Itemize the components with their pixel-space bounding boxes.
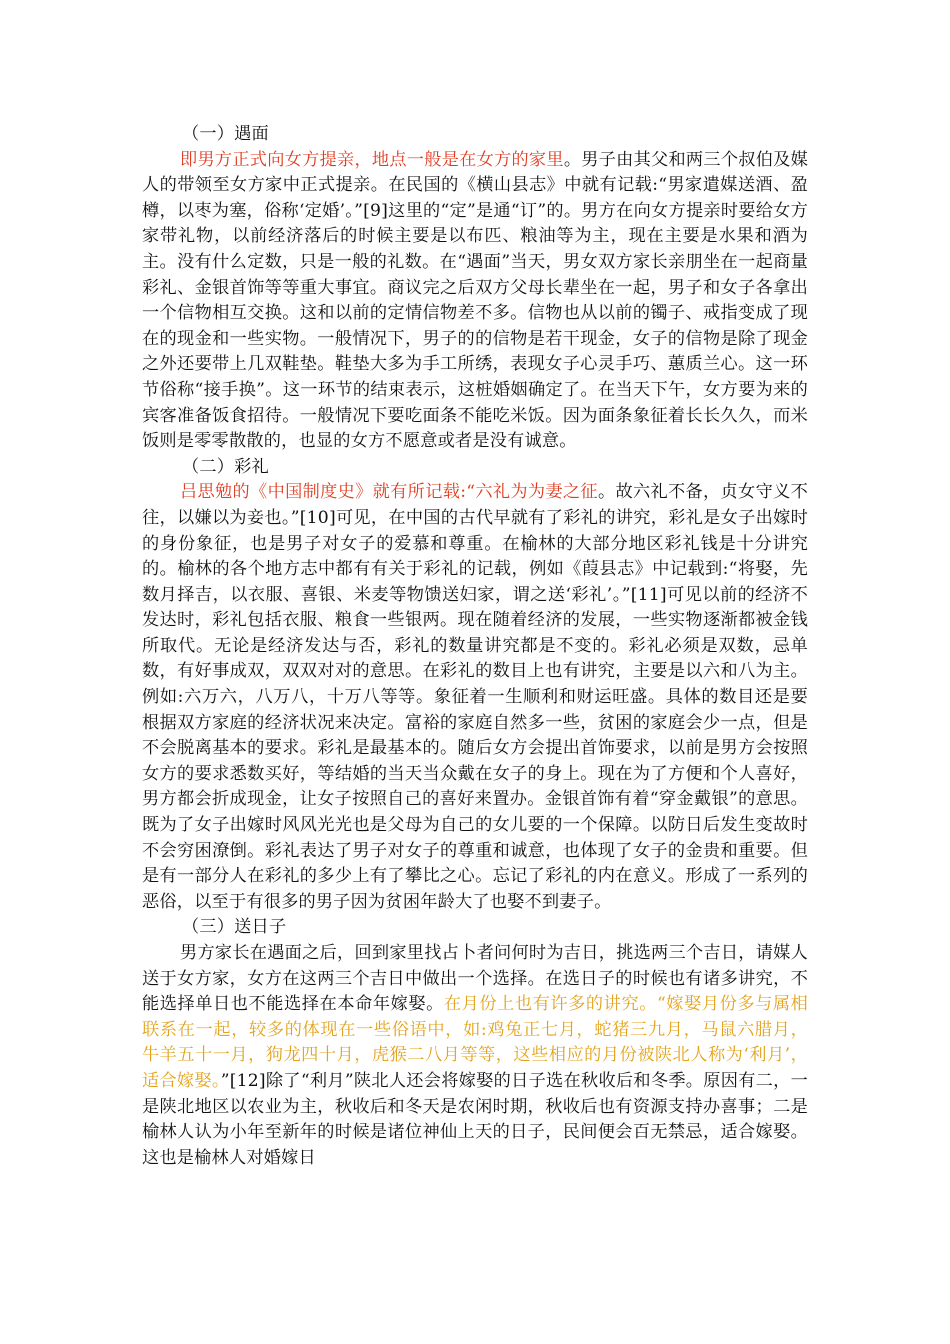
- highlighted-text: 即男方正式向女方提亲，地点一般是在女方的家里: [180, 149, 564, 170]
- section-heading-betrothal-gifts: （二）彩礼: [182, 456, 269, 477]
- body-text: 。男子由其父和两三个叔伯及媒人的带领至女方家中正式提亲。在民国的《横山县志》中就有记载:“男家遣媒送酒、盈樽，以枣为塞，俗称‘定婚’。”[9]这里的“定”是通“订”的。男方在向女方提亲时要给女方家带礼物，以前经济落后的时候主要是以布匹、粮油等为主，现在主要是水果和酒为主。没有什么定数，只是一般的礼数。在“遇面”当天，男女双方家长亲朋坐在一起商量彩礼、金银首饰等等重大事宜。商议完之后双方父母长辈坐在一起，男子和女子各拿出一个信物相互交换。这和以前的定情信物差不多。信物也从以前的镯子、戒指变成了现在的现金和一些实物。一般情况下，男子的的信物是若干现金，女子的信物是除了现金之外还要带上几双鞋垫。鞋垫大多为手工所绣，表现女子心灵手巧、蕙质兰心。这一环节俗称“接手换”。这一环节的结束表示，这桩婚姻确定了。在当天下午，女方要为来的宾客准备饭食招待。一般情况下要吃面条不能吃米饭。因为面条象征着长长久久，而米饭则是零零散散的，也显的女方不愿意或者是没有诚意。: [142, 149, 808, 452]
- body-text: ”[12]除了“利月”陕北人还会将嫁娶的日子选在秋收后和冬季。原因有二，一是陕北地区以农业为主，秋收后和冬天是农闲时期，秋收后也有资源支持办喜事；二是榆林人认为小年至新年的时候是诸位神仙上天的日子，民间便会百无禁忌，适合嫁娶。这也是榆林人对婚嫁日: [142, 1070, 809, 1168]
- section-paragraph-date-selection: [142, 941, 808, 1171]
- section-paragraph-betrothal-gifts: [142, 480, 808, 915]
- section-heading-meeting: （一）遇面: [182, 124, 269, 144]
- section-heading-date-selection: （三）送日子: [182, 917, 287, 938]
- highlighted-quote: 在月份上也有许多的讲究。“嫁娶月份多与属相联系在一起，较多的体现在一些俗语中，如:鸡兔正七月，蛇猪三九月，马鼠六腊月，牛羊五十一月，狗龙四十月，虎猴二八月等等，这些相应的月份被陕北人称为‘利月’，适合嫁娶。: [142, 994, 808, 1091]
- body-text: 男方家长在遇面之后，回到家里找占卜者问何时为吉日，挑选两三个吉日，请媒人送于女方家，女方在这两三个吉日中做出一个选择。在选日子的时候也有诸多讲究，不能选择单日也不能选择在本命年嫁娶。: [142, 943, 808, 1015]
- section-paragraph-meeting: [142, 148, 808, 455]
- body-text: 。故六礼不备，贞女守义不往，以嫌以为妾也。”[10]可见，在中国的古代早就有了彩礼的讲究，彩礼是女子出嫁时的身份象征，也是男子对女子的爱慕和尊重。在榆林的大部分地区彩礼钱是十分讲究的。榆林的各个地方志中都有有关于彩礼的记载，例如《葭县志》中记载到:“将娶，先数月择吉，以衣服、喜银、米麦等物馈送妇家，谓之送‘彩礼’。”[11]可见以前的经济不发达时，彩礼包括衣服、粮食一些银两。现在随着经济的发展，一些实物逐渐都被金钱所取代。无论是经济发达与否，彩礼的数量讲究都是不变的。彩礼必须是双数，忌单数，有好事成双，双双对对的意思。在彩礼的数目上也有讲究，主要是以六和八为主。例如:六万六，八万八，十万八等等。象征着一生顺利和财运旺盛。具体的数目还是要根据双方家庭的经济状况来决定。富裕的家庭自然多一些，贫困的家庭会少一点，但是不会脱离基本的要求。彩礼是最基本的。随后女方会提出首饰要求，以前是男方会按照女方的要求悉数买好，等结婚的当天当众戴在女子的身上。现在为了方便和个人喜好，男方都会折成现金，让女子按照自己的喜好来置办。金银首饰有着“穿金戴银”的意思。既为了女子出嫁时风风光光也是父母为自己的女儿要的一个保障。以防日后发生变故时不会穷困潦倒。彩礼表达了男子对女子的尊重和诚意，也体现了女子的金贵和重要。但是有一部分人在彩礼的多少上有了攀比之心。忘记了彩礼的内在意义。形成了一系列的恶俗，以至于有很多的男子因为贫困年龄大了也娶不到妻子。: [142, 482, 808, 912]
- document-body: [142, 122, 808, 1171]
- highlighted-text: 吕思勉的《中国制度史》就有所记载:“六礼为为妻之征: [180, 482, 598, 503]
